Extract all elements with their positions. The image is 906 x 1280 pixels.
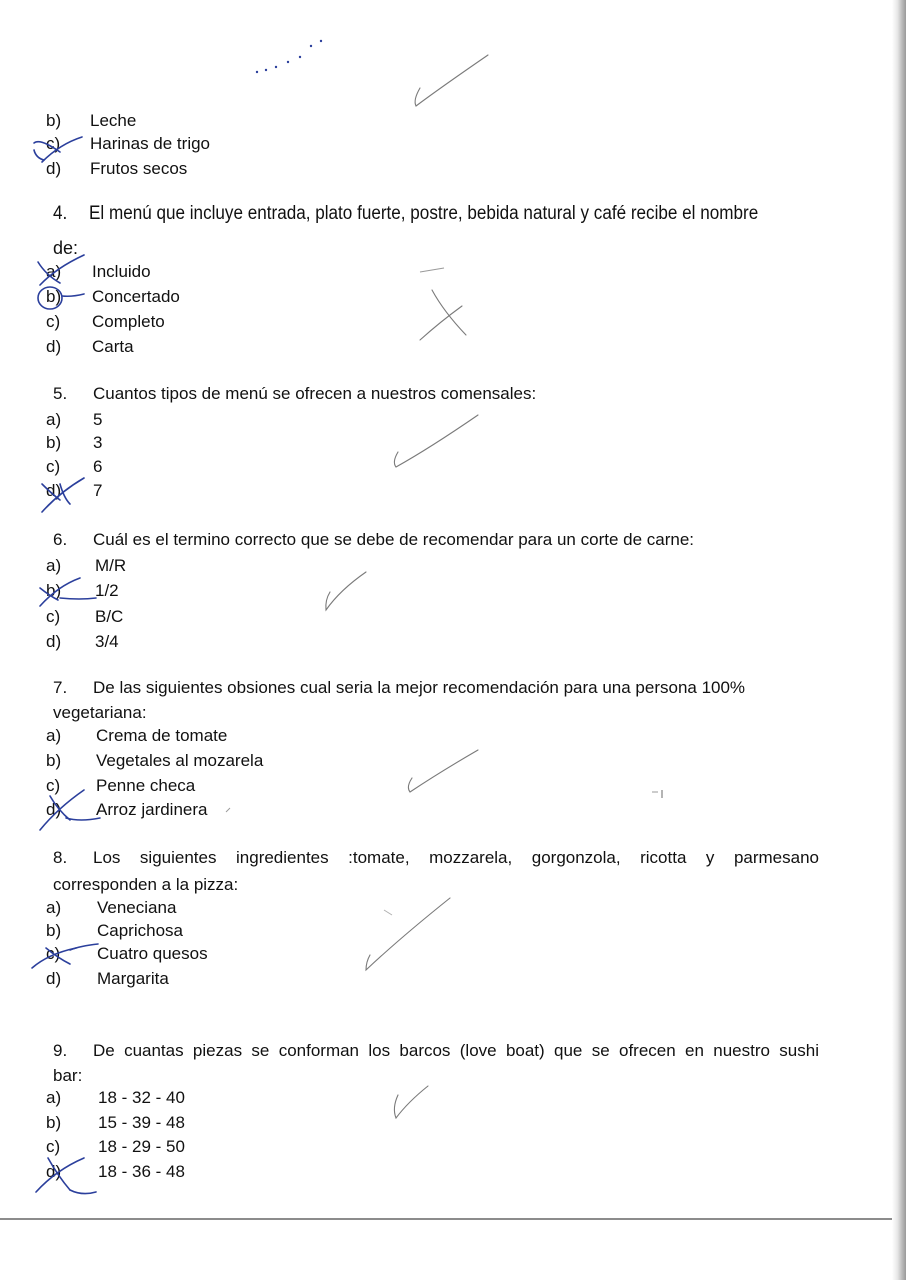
option-text: Margarita <box>97 969 169 988</box>
option-text: 18 - 29 - 50 <box>98 1137 185 1156</box>
option-text: Vegetales al mozarela <box>96 751 264 770</box>
question-stem-line1: Cuantos tipos de menú se ofrecen a nuestros comensales: <box>93 384 537 403</box>
option-letter: a) <box>46 1088 62 1107</box>
option-text: Veneciana <box>97 898 177 917</box>
option-text: 3 <box>93 433 103 452</box>
question-stem-line2: de: <box>53 238 79 258</box>
option-letter: b) <box>46 287 62 306</box>
option-letter: c) <box>46 457 61 476</box>
question-stem-line1: De las siguientes obsiones cual seria la mejor recomendación para una persona 100% <box>93 678 746 697</box>
option-text: 6 <box>93 457 103 476</box>
option-text: Penne checa <box>96 776 196 795</box>
option-text: Arroz jardinera <box>96 800 208 819</box>
check-icon <box>366 898 450 970</box>
question-number: 7. <box>53 678 68 697</box>
option-letter: a) <box>46 262 62 281</box>
option-text: Caprichosa <box>97 921 183 940</box>
option-letter: a) <box>46 726 62 745</box>
option-letter: d) <box>46 159 62 178</box>
option-letter: d) <box>46 632 62 651</box>
question-number: 9. <box>53 1041 68 1060</box>
option-letter: c) <box>46 607 61 626</box>
option-text: 3/4 <box>95 632 119 651</box>
option-letter: d) <box>46 969 62 988</box>
option-text: Frutos secos <box>90 159 188 178</box>
option-letter: a) <box>46 898 62 917</box>
option-text: Crema de tomate <box>96 726 228 745</box>
answer-cross-icon <box>32 944 98 968</box>
option-text: 1/2 <box>95 581 119 600</box>
answer-cross-icon <box>40 790 100 830</box>
answer-circle-icon <box>38 287 84 309</box>
option-letter: d) <box>46 800 62 819</box>
answer-cross-icon <box>38 255 84 285</box>
option-text: 18 - 36 - 48 <box>98 1162 185 1181</box>
option-letter: c) <box>46 776 61 795</box>
option-letter: a) <box>46 410 62 429</box>
option-letter: c) <box>46 134 61 153</box>
question-number: 6. <box>53 530 68 549</box>
question-stem-line1: Cuál es el termino correcto que se debe de recomendar para un corte de carne: <box>93 530 695 549</box>
option-letter: d) <box>46 481 62 500</box>
question-stem-line2: bar: <box>53 1066 83 1085</box>
option-letter: b) <box>46 921 62 940</box>
scan-specks <box>226 268 662 915</box>
option-letter: a) <box>46 556 62 575</box>
answer-cross-icon <box>40 578 96 606</box>
option-letter: b) <box>46 111 62 130</box>
option-text: Harinas de trigo <box>90 134 211 153</box>
check-icon <box>394 415 478 467</box>
question-stem-line2: vegetariana: <box>53 703 147 722</box>
option-letter: b) <box>46 581 62 600</box>
check-icon <box>394 1086 428 1118</box>
option-letter: d) <box>46 337 62 356</box>
answer-cross-icon <box>34 137 82 162</box>
option-text: 5 <box>93 410 103 429</box>
option-text: Incluido <box>92 262 151 281</box>
pen-dots <box>256 40 322 73</box>
option-letter: d) <box>46 1162 62 1181</box>
check-icon <box>326 572 366 610</box>
option-text: Leche <box>90 111 137 130</box>
option-text: Concertado <box>92 287 180 306</box>
check-icon <box>408 750 478 792</box>
option-letter: c) <box>46 1137 61 1156</box>
x-icon <box>432 290 466 335</box>
option-text: Carta <box>92 337 134 356</box>
answer-cross-icon <box>36 1158 96 1194</box>
option-letter: c) <box>46 944 61 963</box>
option-text: B/C <box>95 607 124 626</box>
question-stem-line1: Los siguientes ingredientes :tomate, mozzarela, gorgonzola, ricotta y parmesano <box>93 848 819 867</box>
option-letter: b) <box>46 751 62 770</box>
option-letter: b) <box>46 1113 62 1132</box>
question-stem-line1: De cuantas piezas se conforman los barcos (love boat) que se ofrecen en nuestro sushi <box>93 1041 819 1060</box>
answer-cross-icon <box>42 478 84 512</box>
check-icon <box>415 55 488 106</box>
option-text: Completo <box>92 312 165 331</box>
question-number: 8. <box>53 848 68 867</box>
option-text: 18 - 32 - 40 <box>98 1088 185 1107</box>
option-text: M/R <box>95 556 127 575</box>
option-text: 7 <box>93 481 103 500</box>
question-number: 5. <box>53 384 68 403</box>
question-number: 4. <box>53 203 68 224</box>
question-stem-line2: corresponden a la pizza: <box>53 875 239 894</box>
option-letter: b) <box>46 433 62 452</box>
option-text: Cuatro quesos <box>97 944 208 963</box>
question-stem-line1: El menú que incluye entrada, plato fuerte, postre, bebida natural y café recibe el nombre <box>89 203 759 224</box>
option-letter: c) <box>46 312 61 331</box>
option-text: 15 - 39 - 48 <box>98 1113 185 1132</box>
